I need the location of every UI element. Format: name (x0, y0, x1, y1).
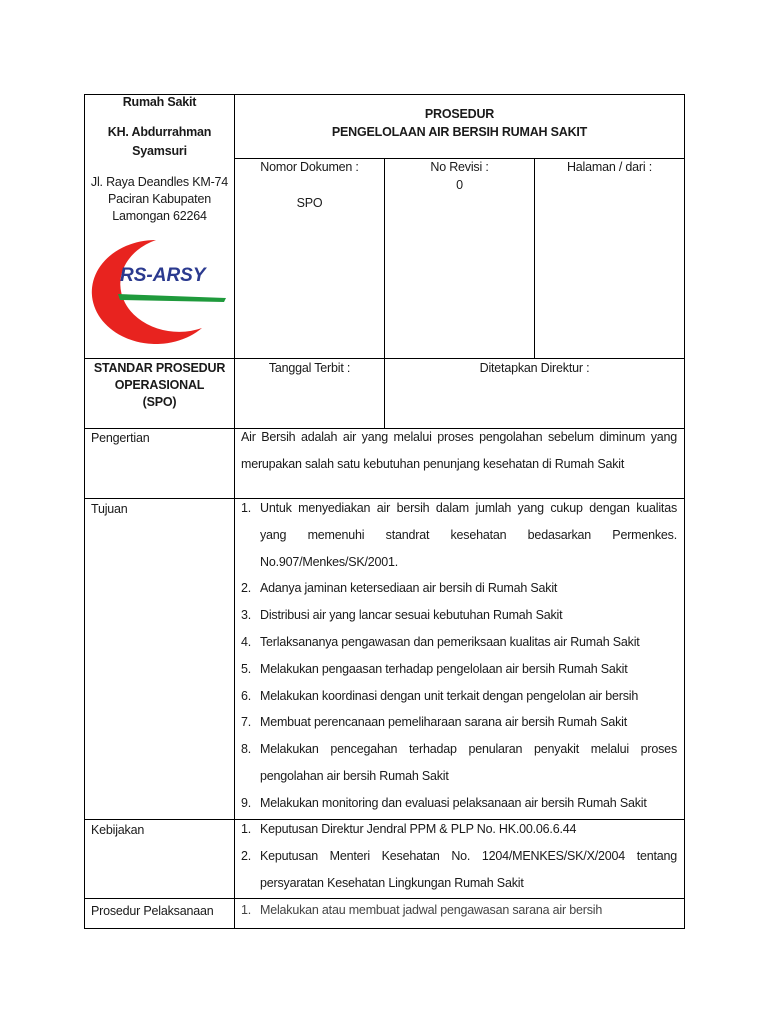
prosedur-label: Prosedur Pelaksanaan (91, 904, 214, 918)
no-revisi-cell (385, 160, 534, 192)
prosedur-item: 1. Melakukan atau membuat jadwal pengawasan sarana air bersih (241, 903, 603, 917)
kebijakan-label: Kebijakan (91, 823, 145, 837)
hospital-logo (90, 234, 228, 346)
divider-spo-row (84, 358, 685, 359)
border-right (684, 94, 685, 929)
halaman-label: Halaman / dari : (566, 160, 653, 174)
border-bottom (84, 928, 685, 929)
kebijakan-list-wrap (241, 816, 677, 896)
kebijakan-item: 1. Keputusan Direktur Jendral PPM & PLP No. HK.00.06.6.44 (241, 822, 577, 836)
hospital-name-line2: KH. Abdurrahman (107, 125, 212, 139)
tujuan-label: Tujuan (91, 502, 128, 516)
tanggal-terbit-label: Tanggal Terbit : (268, 361, 351, 375)
divider-col-revisi (534, 158, 535, 358)
spo-line1: STANDAR PROSEDUR (93, 361, 226, 375)
kebijakan-item: 2. Keputusan Menteri Kesehatan No. 1204/MENKES/SK/X/2004 tentang persyaratan Kesehatan Lingkungan Rumah Sakit (241, 848, 677, 890)
divider-title-row (234, 158, 685, 159)
tujuan-item: 8. Melakukan pencegahan terhadap penularan penyakit melalui proses pengolahan air bersih Rumah Sakit (241, 742, 677, 783)
pengertian-label: Pengertian (91, 431, 150, 445)
document-title (235, 107, 684, 139)
title-line1: PROSEDUR (424, 107, 495, 121)
pengertian-text (241, 424, 677, 478)
tujuan-item: 6. Melakukan koordinasi dengan unit terkait dengan pengelolan air bersih (241, 688, 639, 703)
tujuan-item: 9. Melakukan monitoring dan evaluasi pelaksanaan air bersih Rumah Sakit (241, 795, 647, 810)
hospital-address-line3: Lamongan 62264 (112, 209, 207, 223)
kebijakan-list (241, 816, 677, 896)
ditetapkan-cell (385, 361, 684, 375)
prosedur-list-wrap (241, 897, 677, 924)
nomor-dokumen-value: SPO (296, 196, 323, 210)
tujuan-item: 7. Membuat perencanaan pemeliharaan sarana air bersih Rumah Sakit (241, 715, 627, 730)
divider-col-nomor (384, 158, 385, 428)
hospital-address-line2: Paciran Kabupaten (108, 192, 211, 206)
tujuan-item: 2. Adanya jaminan ketersediaan air bersih di Rumah Sakit (241, 581, 558, 596)
halaman-cell (535, 160, 684, 174)
nomor-dokumen-cell (235, 160, 384, 210)
crescent-logo-icon (90, 234, 228, 346)
tujuan-item: 4. Terlaksananya pengawasan dan pemeriksaan kualitas air Rumah Sakit (241, 634, 640, 649)
divider-label-column (234, 94, 235, 929)
nomor-dokumen-label: Nomor Dokumen : (260, 160, 359, 174)
pengertian-paragraph: Air Bersih adalah air yang melalui proses pengolahan sebelum diminum yang merupakan salah satu kebutuhan penunjang kesehatan di Rumah Sakit (241, 430, 677, 471)
no-revisi-value: 0 (456, 178, 463, 192)
tujuan-list (241, 495, 677, 817)
tanggal-terbit-cell (235, 361, 384, 375)
hospital-address-line1: Jl. Raya Deandles KM-74 (90, 175, 229, 189)
tujuan-item: 5. Melakukan pengaasan terhadap pengelolaan air bersih Rumah Sakit (241, 661, 628, 676)
spo-line2: OPERASIONAL (114, 378, 205, 392)
no-revisi-label: No Revisi : (430, 160, 489, 174)
hospital-name-line3: Syamsuri (132, 144, 187, 158)
tujuan-item: 3. Distribusi air yang lancar sesuai kebutuhan Rumah Sakit (241, 608, 563, 623)
prosedur-list (241, 897, 677, 924)
spo-line3: (SPO) (142, 395, 177, 409)
title-line2: PENGELOLAAN AIR BERSIH RUMAH SAKIT (331, 125, 588, 139)
spo-label-cell (85, 361, 234, 409)
hospital-name-line1: Rumah Sakit (122, 95, 197, 109)
logo-text: RS-ARSY (120, 265, 206, 286)
spo-document (84, 94, 685, 929)
tujuan-item: 1. Untuk menyediakan air bersih dalam jumlah yang cukup dengan kualitas yang memenuhi standrat kesehatan bedasarkan Permenkes. No.907/Menkes/SK/2001. (241, 501, 677, 569)
tujuan-list-wrap (241, 495, 677, 817)
ditetapkan-label: Ditetapkan Direktur : (479, 361, 590, 375)
